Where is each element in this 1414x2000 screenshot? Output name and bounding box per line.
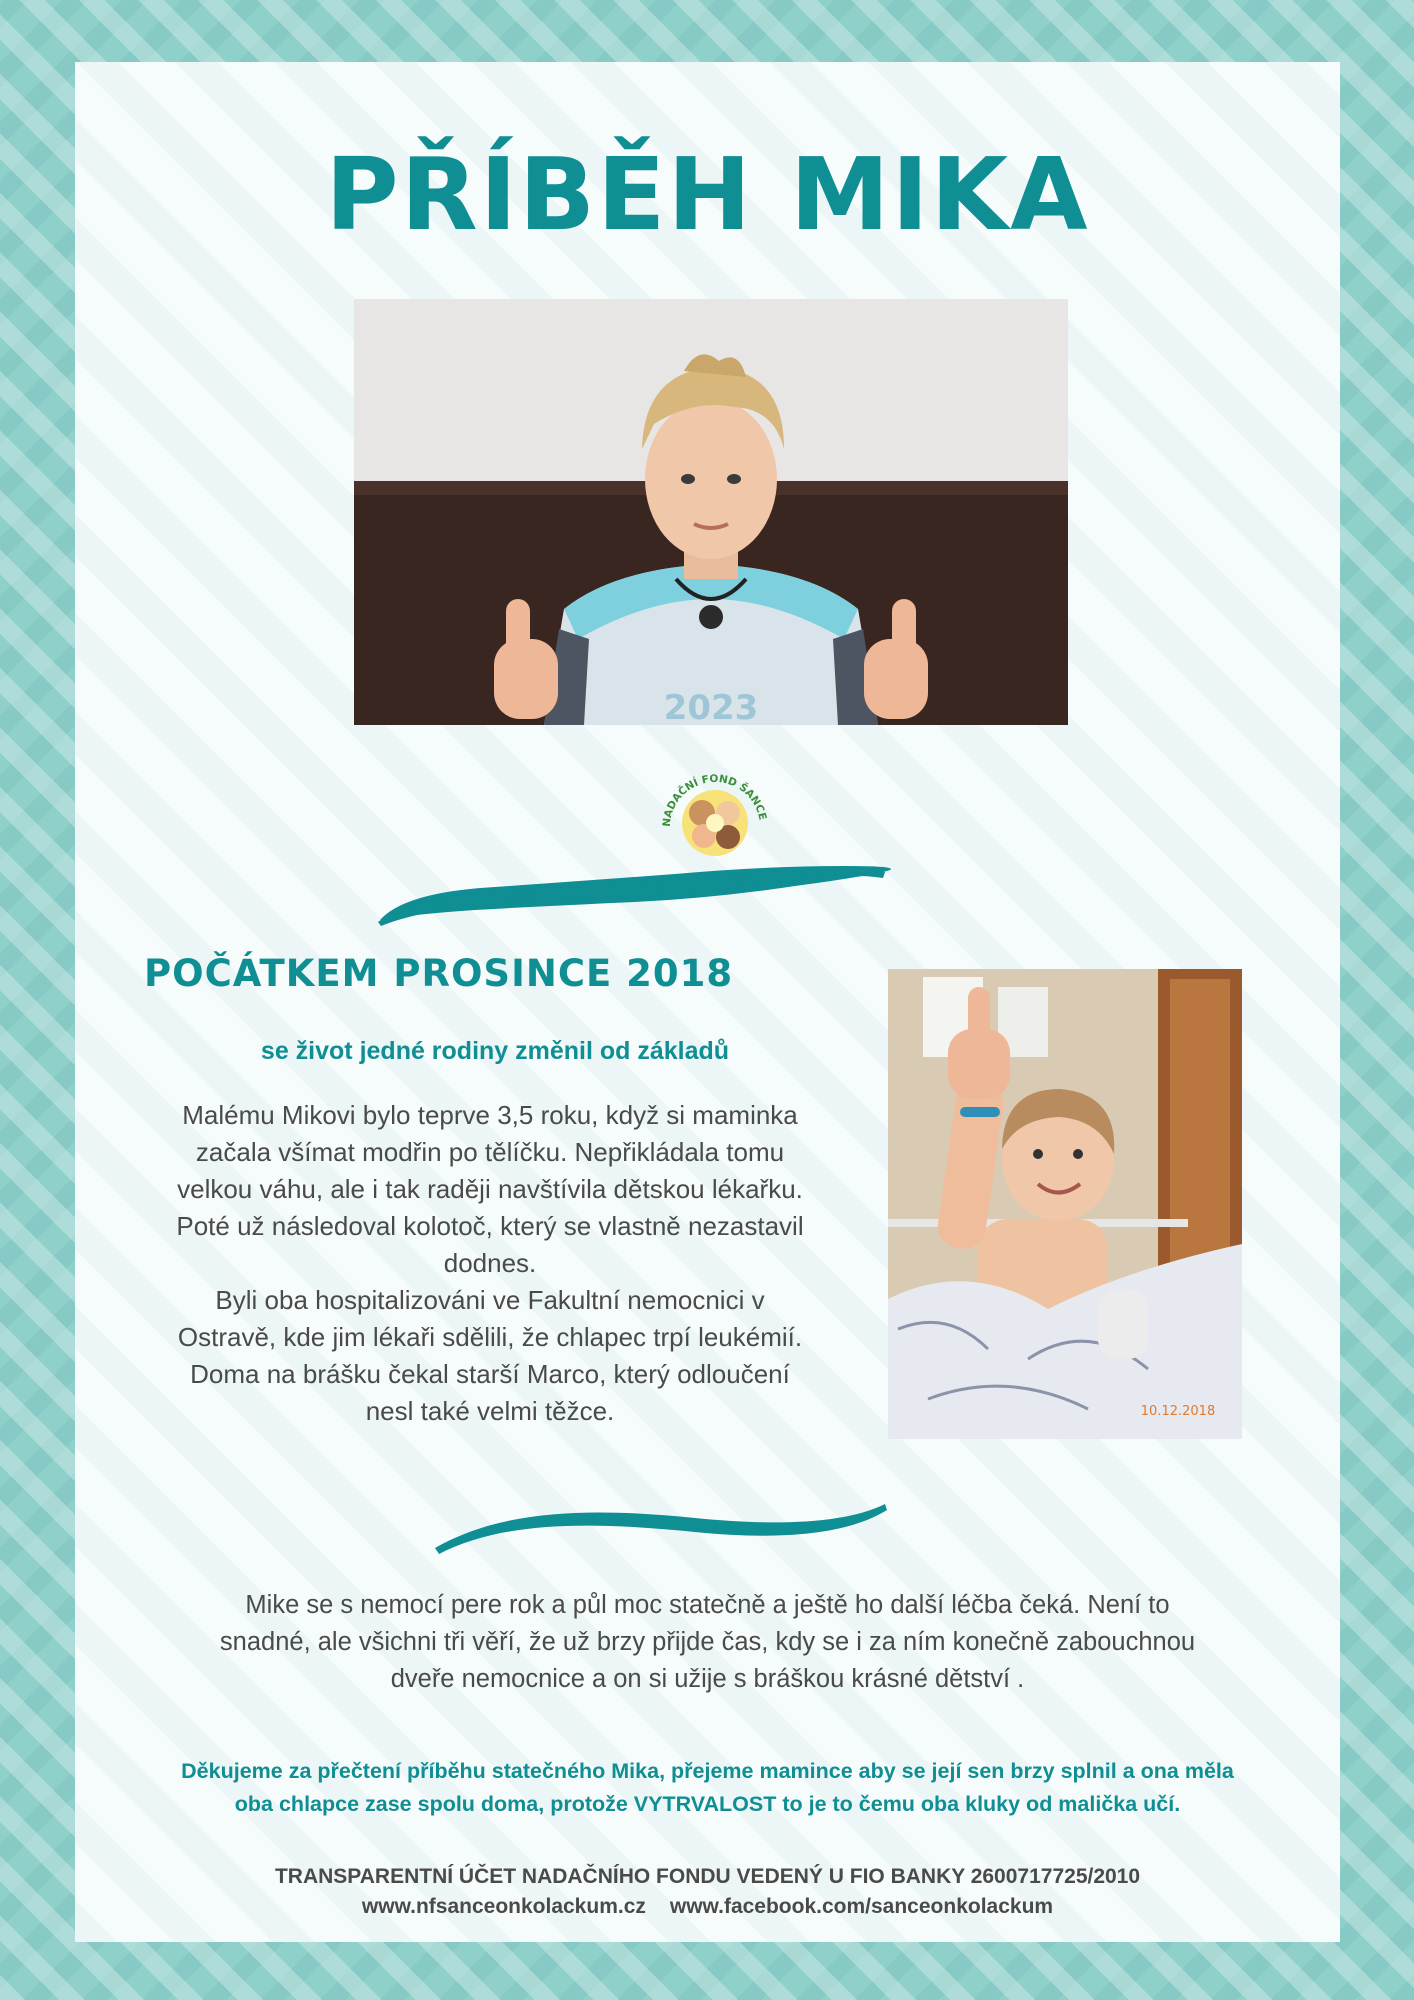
story-line: nesl také velmi těžce. <box>365 1396 615 1426</box>
bank-account-line: TRANSPARENTNÍ ÚČET NADAČNÍHO FONDU VEDENÝ U FIO BANKY 2600717725/2010 <box>274 1865 1141 1888</box>
closing-text <box>155 1587 1260 1698</box>
hero-photo <box>354 299 1068 725</box>
story-line: Poté už následoval kolotoč, který se vlastně nezastavil <box>176 1211 804 1241</box>
photo-date-stamp: 10.12.2018 <box>1140 1404 1216 1419</box>
footer <box>75 1862 1340 1922</box>
thanks-line: Děkujeme za přečtení příběhu statečného Mika, přejeme mamince aby se její sen brzy splnil a ona měla <box>181 1759 1234 1783</box>
story-line: Malému Mikovi bylo teprve 3,5 roku, když si maminka <box>182 1100 798 1130</box>
hospital-photo <box>888 969 1242 1439</box>
wave-divider-top <box>75 852 1340 932</box>
svg-text:2023: 2023 <box>663 688 759 725</box>
closing-line: snadné, ale všichni tři věří, že už brzy přijde čas, kdy se i za ním konečně zabouchnou <box>219 1628 1196 1656</box>
thanks-line: oba chlapce zase spolu doma, protože VYTRVALOST to je to čemu oba kluky od malička učí. <box>234 1792 1181 1816</box>
story-text <box>130 1097 850 1430</box>
closing-line: Mike se s nemocí pere rok a půl moc statečně a ještě ho další léčba čeká. Není to <box>245 1591 1170 1619</box>
story-line: začala všímat modřin po tělíčku. Nepřikládala tomu <box>195 1137 785 1167</box>
footer-links <box>75 1892 1340 1922</box>
logo-text: NADAČNÍ FOND ŠANCE <box>660 772 769 828</box>
story-line: velkou váhu, ale i tak raději navštívila dětskou lékařku. <box>177 1174 803 1204</box>
closing-line: dveře nemocnice a on si užije s bráškou krásné dětství . <box>390 1665 1025 1693</box>
section-heading: POČÁTKEM PROSINCE 2018 <box>144 952 734 995</box>
story-line: Ostravě, kde jim lékaři sdělili, že chlapec trpí leukémií. <box>177 1322 803 1352</box>
facebook-link[interactable]: www.facebook.com/sanceonkolackum <box>669 1895 1054 1918</box>
story-line: dodnes. <box>443 1248 537 1278</box>
thanks-text <box>85 1755 1330 1821</box>
wave-divider-bottom <box>75 1480 1340 1560</box>
website-link[interactable]: www.nfsanceonkolackum.cz <box>361 1895 646 1918</box>
flyer-page <box>75 62 1340 1942</box>
story-line: Doma na brášku čekal starší Marco, který odloučení <box>190 1359 790 1389</box>
story-line: Byli oba hospitalizováni ve Fakultní nemocnici v <box>215 1285 765 1315</box>
section-subheading: se život jedné rodiny změnil od základů <box>260 1037 730 1065</box>
page-title: PŘÍBĚH MIKA <box>325 136 1090 253</box>
